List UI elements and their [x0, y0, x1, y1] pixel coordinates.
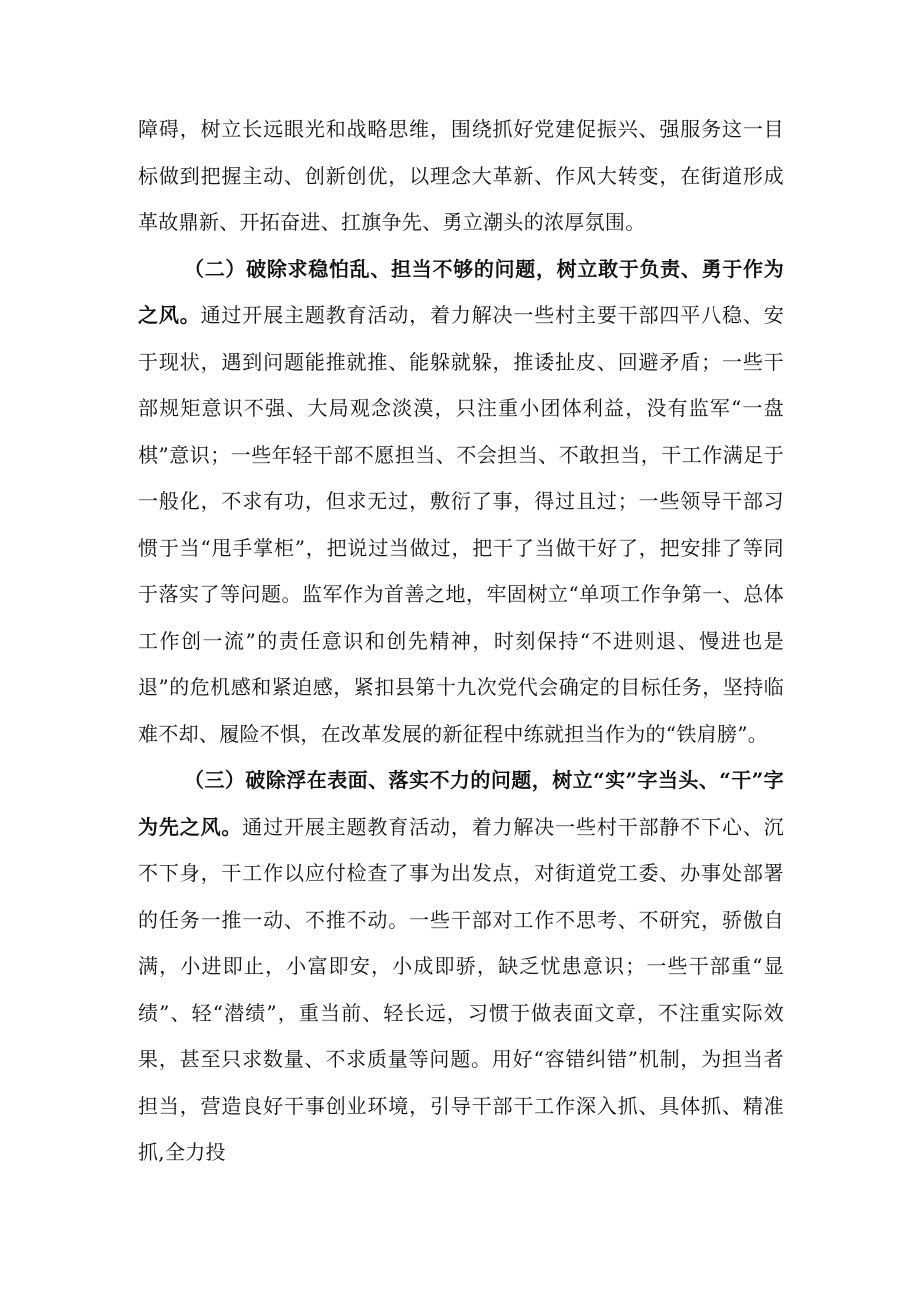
paragraph-body: 障碍，树立长远眼光和战略思维，围绕抓好党建促振兴、强服务这一目标做到把握主动、创新创优，以理念大革新、作风大转变，在街道形成革故鼎新、开拓奋进、扛旗争先、勇立潮头的浓厚氛围。 [138, 117, 784, 234]
paragraph-heading: （三）破除浮在表面、落实不力的问题，树立“实”字当头、“干”字为先之风。 [138, 768, 784, 839]
paragraph-heading: （二）破除求稳怕乱、担当不够的问题，树立敢于负责、勇于作为之风。 [138, 256, 784, 327]
paragraph-section-two [138, 246, 784, 758]
paragraph-section-three [138, 757, 784, 1176]
paragraph-continuation [138, 106, 784, 246]
paragraph-body: 通过开展主题教育活动，着力解决一些村主要干部四平八稳、安于现状，遇到问题能推就推、能躲就躲，推诿扯皮、回避矛盾；一些干部规矩意识不强、大局观念淡漠，只注重小团体利益，没有监军“一盘棋”意识；一些年轻干部不愿担当、不会担当、不敢担当，干工作满足于一般化，不求有功，但求无过，敷衍了事，得过且过；一些领导干部习惯于当“甩手掌柜”，把说过当做过，把干了当做干好了，把安排了等同于落实了等问题。监军作为首善之地，牢固树立“单项工作争第一、总体工作创一流”的责任意识和创先精神，时刻保持“不进则退、慢进也是退”的危机感和紧迫感，紧扣县第十九次党代会确定的目标任务，坚持临难不却、履险不惧，在改革发展的新征程中练就担当作为的“铁肩膀”。 [138, 303, 784, 746]
paragraph-body: 通过开展主题教育活动，着力解决一些村干部静不下心、沉不下身，干工作以应付检查了事为出发点，对街道党工委、办事处部署的任务一推一动、不推不动。一些干部对工作不思考、不研究，骄傲自满，小进即止，小富即安，小成即骄，缺乏忧患意识；一些干部重“显绩”、轻“潜绩”，重当前、轻长远，习惯于做表面文章，不注重实际效果，甚至只求数量、不求质量等问题。用好“容错纠错”机制，为担当者担当，营造良好干事创业环境，引导干部干工作深入抓、具体抓、精准抓,全力投 [138, 814, 784, 1164]
document-page [138, 106, 784, 1176]
